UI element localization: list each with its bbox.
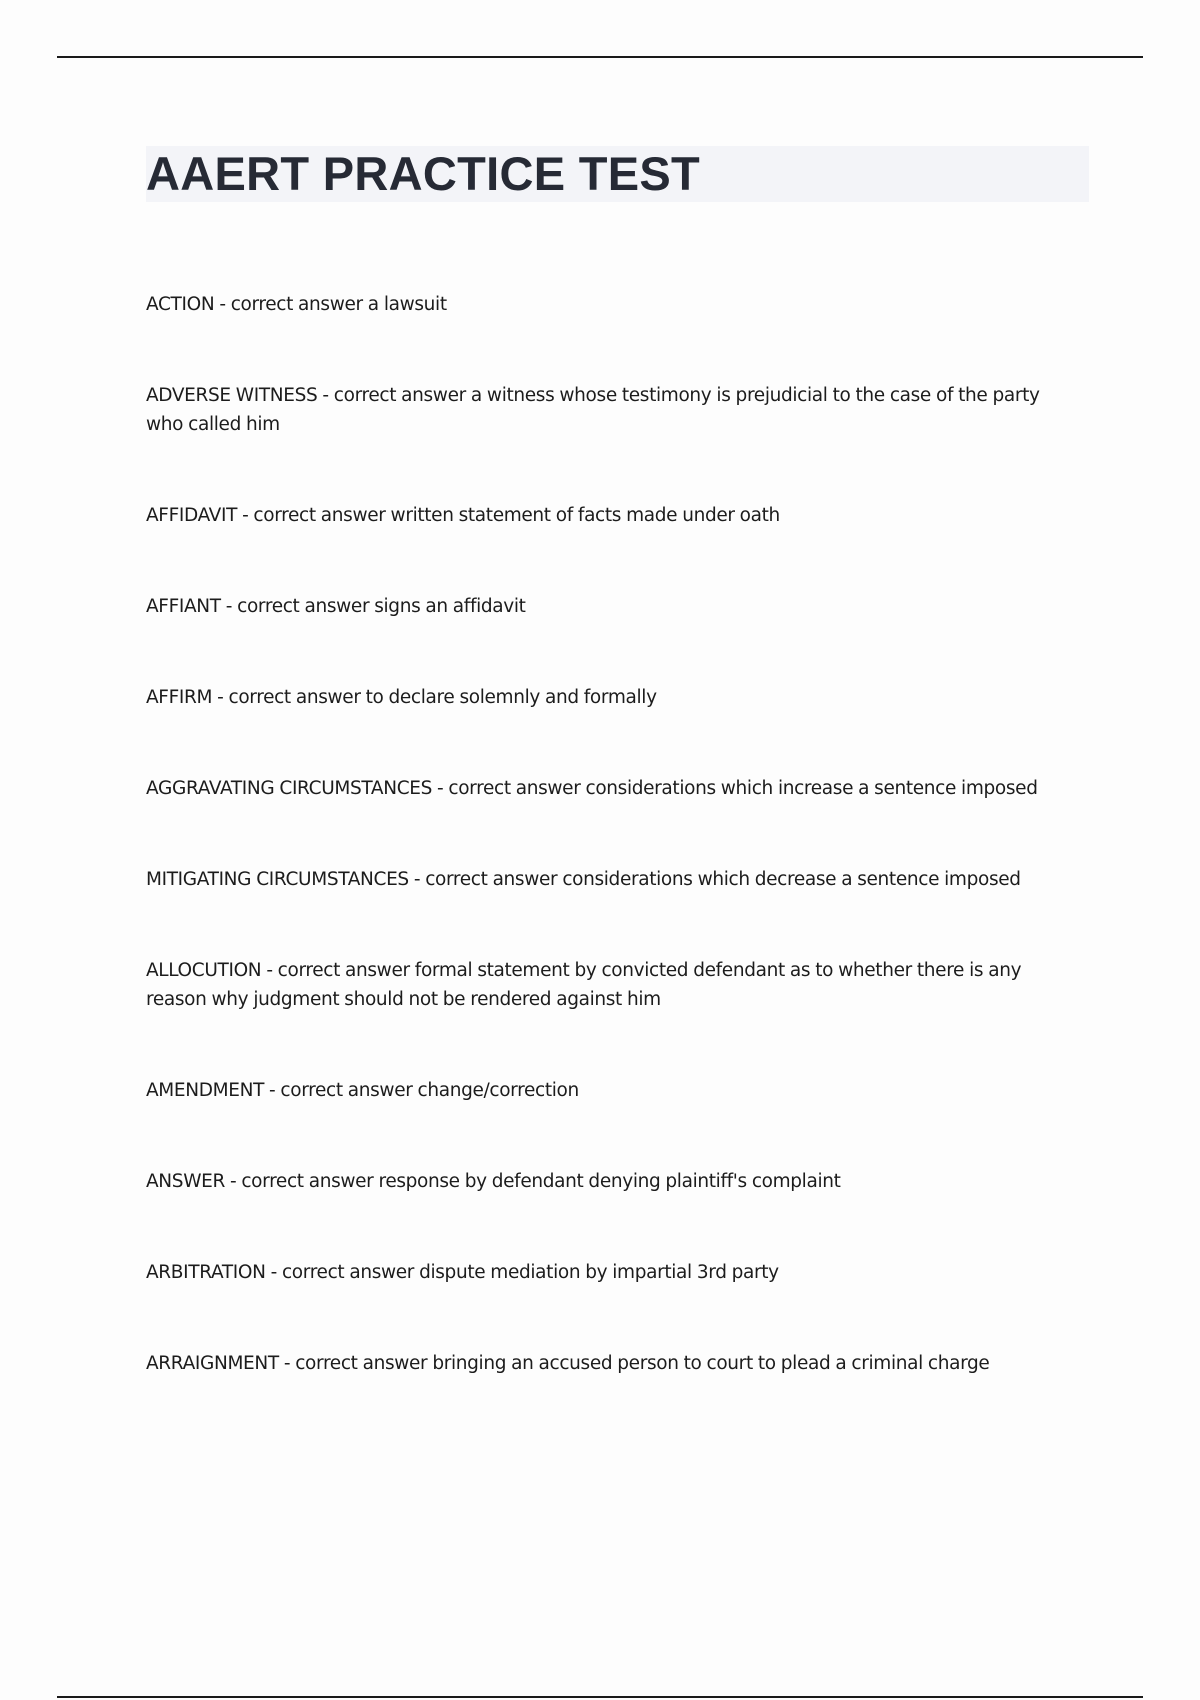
glossary-entry: ADVERSE WITNESS - correct answer a witness whose testimony is prejudicial to the case of the party who called him xyxy=(146,385,1040,435)
glossary-entry: AFFIDAVIT - correct answer written statement of facts made under oath xyxy=(146,505,780,526)
top-divider xyxy=(57,56,1143,58)
glossary-entry: AFFIRM - correct answer to declare solemnly and formally xyxy=(146,687,657,708)
glossary-entry: ARRAIGNMENT - correct answer bringing an accused person to court to plead a criminal charge xyxy=(146,1353,990,1374)
glossary-entry: AFFIANT - correct answer signs an affidavit xyxy=(146,596,526,617)
glossary-entry: AMENDMENT - correct answer change/correction xyxy=(146,1080,579,1101)
glossary-entry: ARBITRATION - correct answer dispute mediation by impartial 3rd party xyxy=(146,1262,779,1283)
glossary-list xyxy=(146,290,1076,1440)
glossary-entry: ANSWER - correct answer response by defendant denying plaintiff's complaint xyxy=(146,1171,841,1192)
page-title: AAERT PRACTICE TEST xyxy=(146,147,701,200)
glossary-entry: AGGRAVATING CIRCUMSTANCES - correct answer considerations which increase a sentence imposed xyxy=(146,778,1038,799)
bottom-divider xyxy=(57,1696,1143,1698)
glossary-entry: ACTION - correct answer a lawsuit xyxy=(146,294,447,315)
glossary-entry: ALLOCUTION - correct answer formal statement by convicted defendant as to whether there is any reason why judgment should not be rendered against him xyxy=(146,960,1022,1010)
glossary-entry: MITIGATING CIRCUMSTANCES - correct answer considerations which decrease a sentence imposed xyxy=(146,869,1021,890)
